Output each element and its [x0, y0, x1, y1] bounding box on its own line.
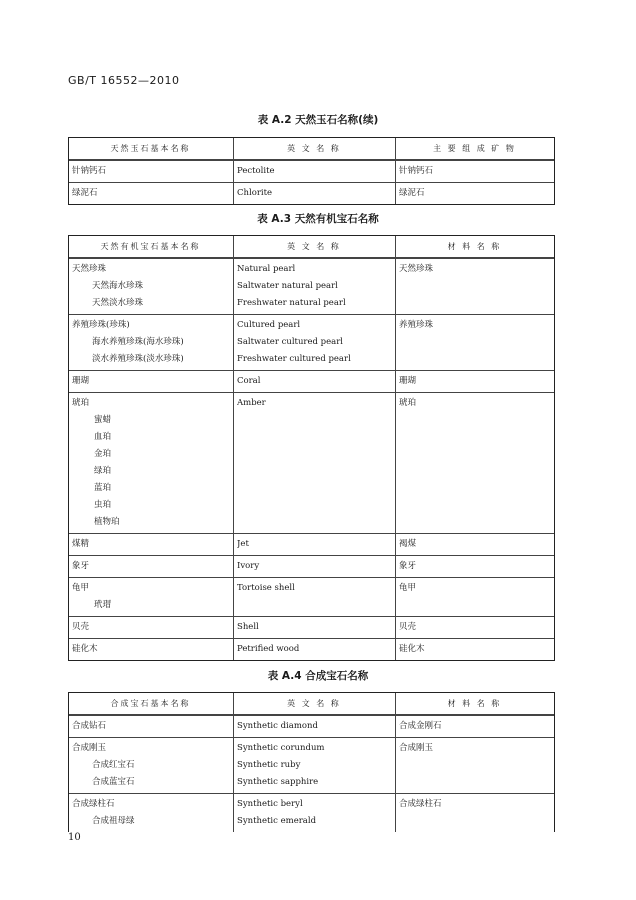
table-row: [69, 392, 554, 533]
table-cell-english: Synthetic beryl Synthetic emerald: [233, 794, 395, 832]
table-a4-header-english: 英 文 名 称: [233, 693, 395, 714]
table-row: [69, 533, 554, 555]
table-cell-name: 煤精: [72, 539, 90, 549]
table-cell-material: 琥珀: [395, 393, 554, 533]
table-cell-name: 珊瑚: [72, 376, 90, 386]
table-a2-caption: 表 A.2 天然玉石名称(续): [257, 114, 379, 126]
table-cell-material: 养殖珍珠: [395, 315, 554, 370]
table-cell-material: 象牙: [395, 556, 554, 577]
table-cell-name: 龟甲 玳瑁: [72, 583, 112, 610]
table-cell-material: 龟甲: [395, 578, 554, 616]
table-cell-english: Tortoise shell: [233, 578, 395, 616]
table-cell-english: Shell: [233, 617, 395, 638]
table-a4: [68, 692, 555, 832]
table-a3-caption: 表 A.3 天然有机宝石名称: [257, 213, 379, 225]
table-cell-material: 硅化木: [395, 639, 554, 660]
table-cell-english: Ivory: [233, 556, 395, 577]
table-row: [69, 160, 554, 182]
table-cell-name: 养殖珍珠(珍珠) 海水养殖珍珠(海水珍珠) 淡水养殖珍珠(淡水珍珠): [72, 320, 184, 364]
table-cell-name: 合成钻石: [72, 721, 107, 731]
table-row: [69, 555, 554, 577]
table-a3-header-name: 天然有机宝石基本名称: [100, 242, 201, 251]
table-cell-english: Pectolite: [233, 161, 395, 182]
table-cell-material: 合成金刚石: [395, 716, 554, 737]
table-a4-header-row: [69, 693, 554, 715]
table-a2-header-material: 主 要 组 成 矿 物: [395, 138, 554, 159]
table-row: [69, 577, 554, 616]
table-row: [69, 616, 554, 638]
table-cell-english: Natural pearl Saltwater natural pearl Freshwater natural pearl: [233, 259, 395, 314]
table-cell-english: Coral: [233, 371, 395, 392]
table-a4-caption: 表 A.4 合成宝石名称: [267, 670, 369, 682]
table-a2-header-name: 天然玉石基本名称: [110, 144, 191, 153]
table-cell-material: 褐煤: [395, 534, 554, 555]
table-cell-name: 象牙: [72, 561, 90, 571]
table-a2-header-english: 英 文 名 称: [233, 138, 395, 159]
table-cell-name: 天然珍珠 天然海水珍珠 天然淡水珍珠: [72, 264, 144, 308]
table-row: [69, 715, 554, 737]
table-a2: [68, 137, 555, 205]
table-cell-material: 贝壳: [395, 617, 554, 638]
table-a4-header-material: 材 料 名 称: [395, 693, 554, 714]
standard-number: GB/T 16552—2010: [68, 74, 180, 87]
table-a3-header-material: 材 料 名 称: [395, 236, 554, 257]
table-row: [69, 370, 554, 392]
table-cell-english: Jet: [233, 534, 395, 555]
table-cell-material: 合成刚玉: [395, 738, 554, 793]
table-cell-material: 珊瑚: [395, 371, 554, 392]
table-a3-header-row: [69, 236, 554, 258]
table-cell-english: Amber: [233, 393, 395, 533]
table-cell-material: 合成绿柱石: [395, 794, 554, 832]
table-cell-english: Petrified wood: [233, 639, 395, 660]
table-row: [69, 638, 554, 660]
table-cell-material: 绿泥石: [395, 183, 554, 204]
table-row: [69, 737, 554, 793]
table-row: [69, 793, 554, 832]
table-a3: [68, 235, 555, 661]
table-cell-english: Synthetic diamond: [233, 716, 395, 737]
page-number: 10: [68, 832, 81, 843]
table-cell-material: 针钠钙石: [395, 161, 554, 182]
table-a4-header-name: 合成宝石基本名称: [110, 699, 191, 708]
table-cell-name: 绿泥石: [72, 188, 98, 198]
table-cell-english: Chlorite: [233, 183, 395, 204]
table-cell-name: 合成刚玉 合成红宝石 合成蓝宝石: [72, 743, 135, 787]
table-row: [69, 258, 554, 314]
table-row: [69, 182, 554, 204]
table-cell-name: 针钠钙石: [72, 166, 107, 176]
table-cell-name: 硅化木: [72, 644, 98, 654]
table-cell-material: 天然珍珠: [395, 259, 554, 314]
table-cell-name: 合成绿柱石 合成祖母绿: [72, 799, 135, 826]
table-cell-english: Synthetic corundum Synthetic ruby Synthetic sapphire: [233, 738, 395, 793]
table-cell-name: 贝壳: [72, 622, 90, 632]
table-cell-english: Cultured pearl Saltwater cultured pearl Freshwater cultured pearl: [233, 315, 395, 370]
table-cell-name: 琥珀 蜜蜡 血珀 金珀 绿珀 蓝珀 虫珀 植物珀: [72, 398, 120, 527]
table-a2-header-row: [69, 138, 554, 160]
table-row: [69, 314, 554, 370]
table-a3-header-english: 英 文 名 称: [233, 236, 395, 257]
